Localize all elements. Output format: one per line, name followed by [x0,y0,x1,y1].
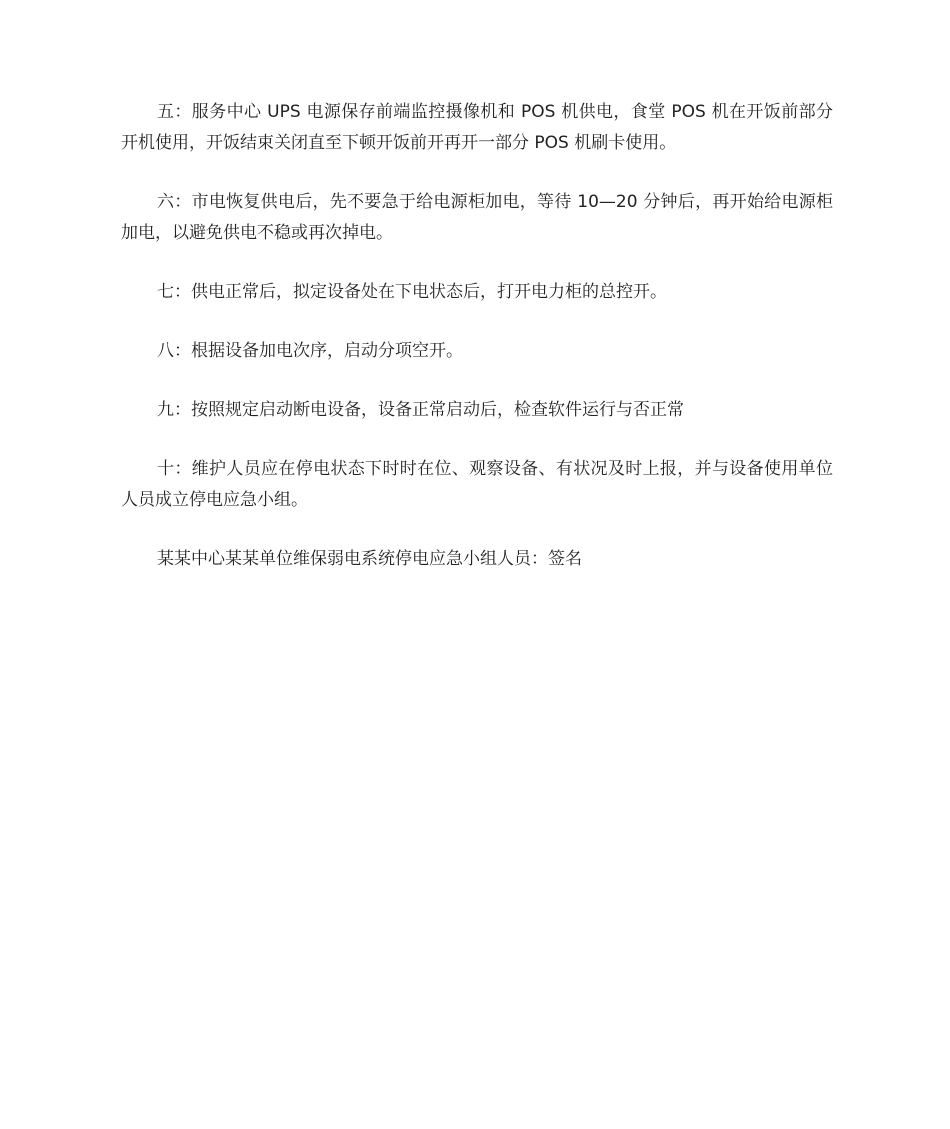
paragraph-item-8: 八：根据设备加电次序，启动分项空开。 [157,341,463,361]
paragraph-item-10: 十：维护人员应在停电状态下时时在位、观察设备、有状况及时上报，并与设备使用单位人员成立停电应急小组。 [121,459,833,510]
paragraph-item-6: 六：市电恢复供电后，先不要急于给电源柜加电，等待 10—20 分钟后，再开始给电源柜加电，以避免供电不稳或再次掉电。 [121,192,833,243]
paragraph-item-7: 七：供电正常后，拟定设备处在下电状态后，打开电力柜的总控开。 [157,282,667,302]
paragraph-item-9: 九：按照规定启动断电设备，设备正常启动后，检查软件运行与否正常 [157,400,684,420]
signature-line: 某某中心某某单位维保弱电系统停电应急小组人员：签名 [157,549,582,569]
paragraph-item-5: 五：服务中心 UPS 电源保存前端监控摄像机和 POS 机供电，食堂 POS 机在开饭前部分开机使用，开饭结束关闭直至下顿开饭前开再开一部分 POS 机刷卡使用。 [121,102,833,153]
document-body [121,97,833,603]
